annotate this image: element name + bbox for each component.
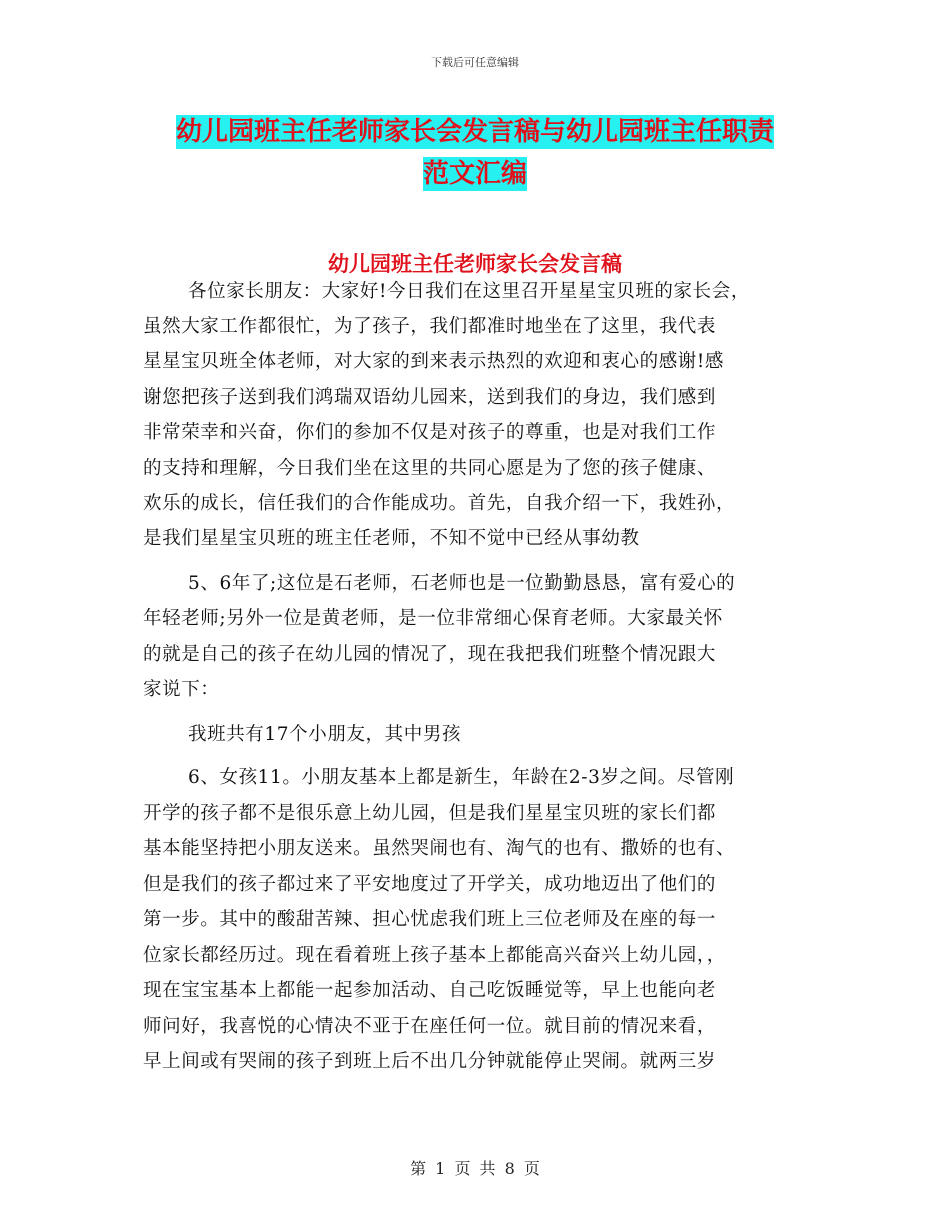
body-line: 我班共有17个小朋友，其中男孩 [188,724,462,745]
body-line: 是我们星星宝贝班的班主任老师，不知不觉中已经从事幼教 [143,528,640,549]
body-line: 虽然大家工作都很忙，为了孩子，我们都准时地坐在了这里，我代表 [143,316,717,337]
body-line: 非常荣幸和兴奋，你们的参加不仅是对孩子的尊重，也是对我们工作 [143,422,717,443]
body-line: 各位家长朋友：大家好!今日我们在这里召开星星宝贝班的家长会， [188,281,750,302]
body-line: 谢您把孩子送到我们鸿瑞双语幼儿园来，送到我们的身边，我们感到 [143,387,717,408]
body-line: 年轻老师;另外一位是黄老师，是一位非常细心保育老师。大家最关怀 [143,608,723,629]
body-line: 现在宝宝基本上都能一起参加活动、自己吃饭睡觉等，早上也能向老 [143,980,717,1001]
body-line: 欢乐的成长，信任我们的合作能成功。首先，自我介绍一下，我姓孙， [143,493,736,514]
body-line: 位家长都经历过。现在看着班上孩子基本上都能高兴奋兴上幼儿园，， [143,945,726,966]
body-line: 5、6年了;这位是石老师，石老师也是一位勤勤恳恳，富有爱心的 [188,573,736,594]
document-title-line-2 [0,152,950,196]
body-line: 第一步。其中的酸甜苦辣、担心忧虑我们班上三位老师及在座的每一 [143,909,717,930]
body-line: 的支持和理解，今日我们坐在这里的共同心愿是为了您的孩子健康、 [143,458,717,479]
body-line: 家说下： [143,679,220,700]
body-line: 星星宝贝班全体老师，对大家的到来表示热烈的欢迎和衷心的感谢!感 [143,351,725,372]
document-title-line-1 [0,110,950,154]
page-footer: 第 1 页 共 8 页 [410,1159,540,1178]
body-line: 基本能坚持把小朋友送来。虽然哭闹也有、淘气的也有、撒娇的也有、 [143,838,736,859]
section-heading: 幼儿园班主任老师家长会发言稿 [328,252,622,276]
document-title-text-1: 幼儿园班主任老师家长会发言稿与幼儿园班主任职责 [175,117,774,147]
body-line: 开学的孩子都不是很乐意上幼儿园，但是我们星星宝贝班的家长们都 [143,803,717,824]
body-line: 的就是自己的孩子在幼儿园的情况了，现在我把我们班整个情况跟大 [143,644,717,665]
body-line: 6、女孩11。小朋友基本上都是新生，年龄在2-3岁之间。尽管刚 [188,767,735,788]
body-line: 但是我们的孩子都过来了平安地度过了开学关，成功地迈出了他们的 [143,874,717,895]
body-line: 早上间或有哭闹的孩子到班上后不出几分钟就能停止哭闹。就两三岁 [143,1051,717,1072]
document-title-text-2: 范文汇编 [422,159,527,189]
header-note: 下载后可任意编辑 [431,56,519,69]
body-line: 师问好，我喜悦的心情决不亚于在座任何一位。就目前的情况来看， [143,1016,717,1037]
